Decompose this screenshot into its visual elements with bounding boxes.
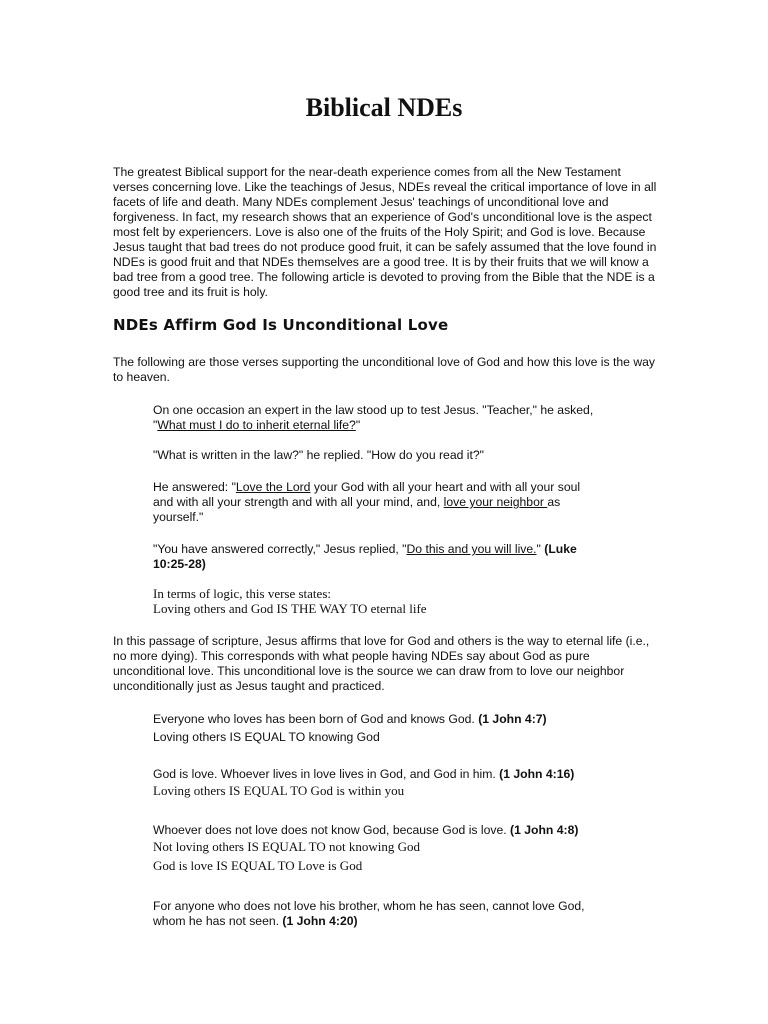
luke-quote-3-line-3: yourself." <box>153 510 204 524</box>
scripture-reference: 10:25-28) <box>153 557 206 571</box>
verse-text-line-1: For anyone who does not love his brother, whom he has seen, cannot love God, <box>153 899 585 913</box>
verse-body: God is love. Whoever lives in love lives in God, and God in him. <box>153 767 500 781</box>
scripture-reference: (Luke <box>544 542 577 556</box>
underlined-love-the-lord: Love the Lord <box>235 480 311 494</box>
quote-mark: " <box>355 418 361 432</box>
text-segment: your God with all your heart and with all your soul <box>310 480 581 494</box>
luke-logic <box>153 586 623 616</box>
explanation-paragraph: In this passage of scripture, Jesus affirms that love for God and others is the way to eternal life (i.e., no more dying). This corresponds with what people having NDEs say about God as pure unconditional love. This unconditional love is the source we can draw from to love our neighbor unconditionally just as Jesus taught and practiced. <box>113 634 650 693</box>
luke-quote-1-line-1: On one occasion an expert in the law stood up to test Jesus. "Teacher," he asked, <box>153 403 594 417</box>
luke-quote-3-line-1 <box>153 480 623 495</box>
verse-body: whom he has not seen. <box>153 914 283 928</box>
verse-text <box>153 823 623 838</box>
scripture-reference: (1 John 4:20) <box>282 914 358 928</box>
verse-body: Everyone who loves has been born of God and knows God. <box>153 712 479 726</box>
verse-block <box>153 767 623 798</box>
logic-statement: Loving others IS EQUAL TO knowing God <box>153 730 380 744</box>
verse-text-line-2 <box>153 914 623 929</box>
verse-text <box>153 767 623 782</box>
section-heading: NDEs Affirm God Is Unconditional Love <box>113 316 449 334</box>
verse-block <box>153 712 623 745</box>
logic-statement: Loving others IS EQUAL TO God is within you <box>153 783 405 798</box>
logic-statement: Loving others and God IS THE WAY TO eternal life <box>153 601 427 616</box>
scripture-reference: (1 John 4:8) <box>510 823 579 837</box>
logic-intro: In terms of logic, this verse states: <box>153 586 331 601</box>
verse-body: Whoever does not love does not know God, because God is love. <box>153 823 511 837</box>
scripture-reference: (1 John 4:16) <box>499 767 575 781</box>
luke-quote-4-line-1 <box>153 542 623 557</box>
scripture-reference: (1 John 4:7) <box>478 712 547 726</box>
luke-quote-2: "What is written in the law?" he replied. "How do you read it?" <box>153 448 484 462</box>
underlined-do-this: Do this and you will live. <box>406 542 537 556</box>
section-intro-paragraph: The following are those verses supporting the unconditional love of God and how this love is the way to heaven. <box>113 355 655 384</box>
underlined-question: What must I do to inherit eternal life? <box>157 418 356 432</box>
verse-block <box>153 823 623 873</box>
page-title: Biblical NDEs <box>305 93 463 122</box>
quote-mark: " <box>153 418 158 432</box>
logic-statement: God is love IS EQUAL TO Love is God <box>153 858 363 873</box>
text-segment: as <box>547 495 561 509</box>
luke-quote-1 <box>153 403 623 433</box>
text-segment: "You have answered correctly," Jesus replied, " <box>153 542 407 556</box>
verse-block <box>153 899 623 929</box>
logic-statement: Not loving others IS EQUAL TO not knowing God <box>153 839 420 854</box>
verse-text <box>153 712 623 727</box>
intro-paragraph: The greatest Biblical support for the near-death experience comes from all the New Testament verses concerning love. Like the teachings of Jesus, NDEs reveal the critical importance of love in all facets of life and death. Many NDEs complement Jesus' teachings of unconditional love and forgiveness. In fact, my research shows that an experience of God's unconditional love is the aspect most felt by experiencers. Love is also one of the fruits of the Holy Spirit; and God is love. Because Jesus taught that bad trees do not produce good fruit, it can be safely assumed that the love found in NDEs is good fruit and that NDEs themselves are a good tree. It is by their fruits that we will know a bad tree from a good tree. The following article is devoted to proving from the Bible that the NDE is a good tree and its fruit is holy. <box>113 165 657 299</box>
luke-quote-4 <box>153 542 623 572</box>
text-segment: and with all your strength and with all your mind, and, <box>153 495 444 509</box>
luke-quote-3 <box>153 480 623 525</box>
text-segment: " <box>536 542 545 556</box>
luke-quote-3-line-2 <box>153 495 623 510</box>
luke-quote-1-line-2 <box>153 418 623 433</box>
underlined-love-your-neighbor: love your neighbor <box>443 495 548 509</box>
text-segment: He answered: " <box>153 480 236 494</box>
